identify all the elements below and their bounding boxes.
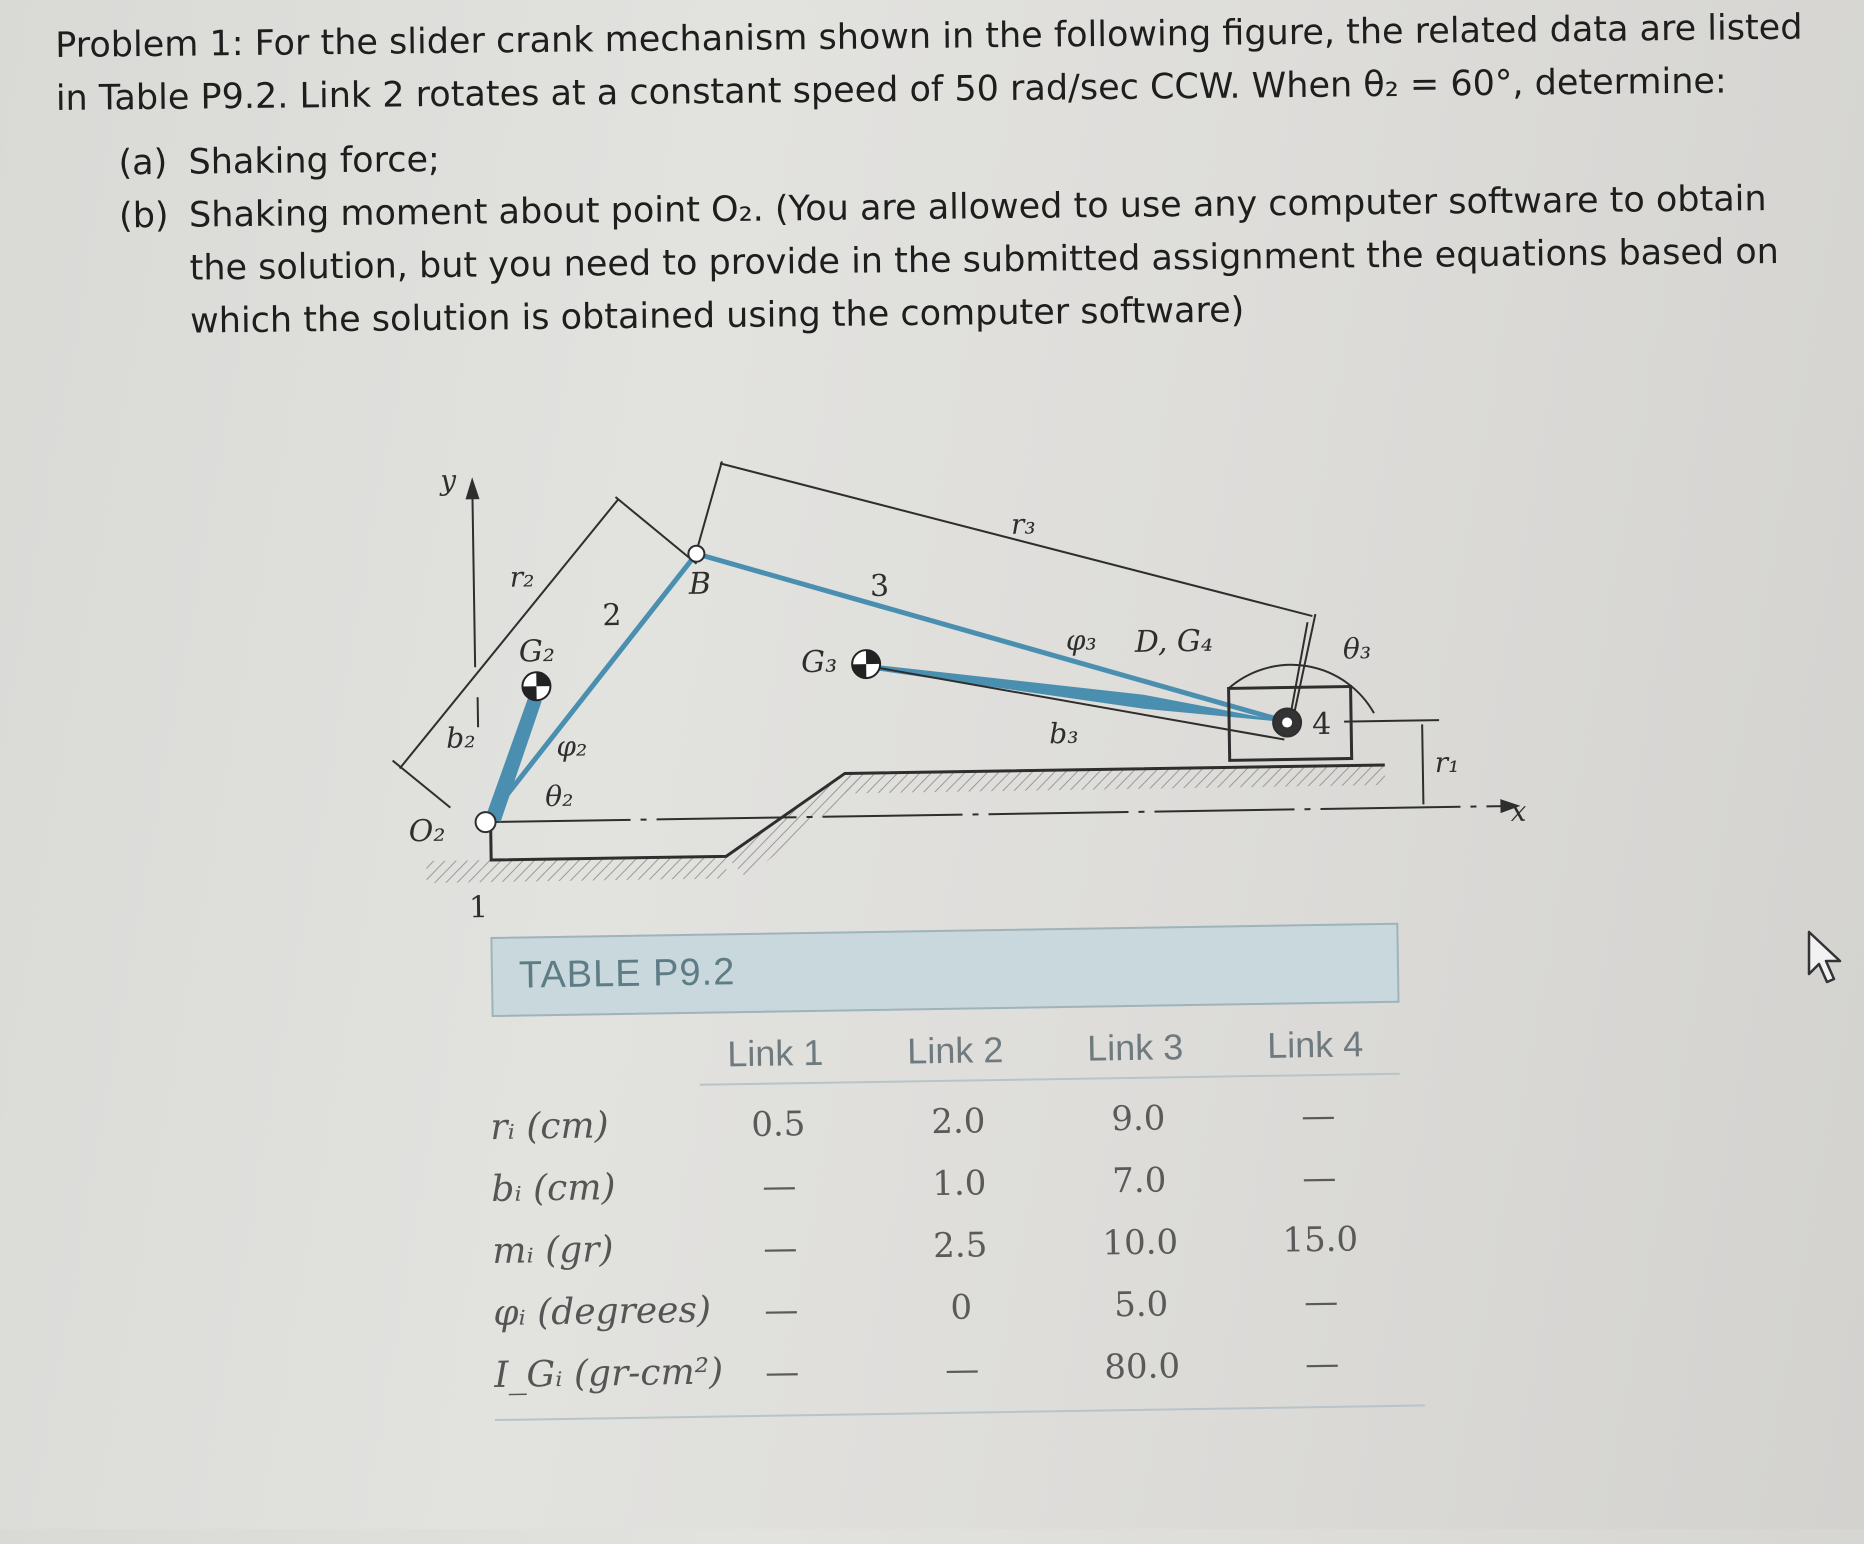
link-2-line [481,554,700,822]
o2-label: O₂ [408,814,445,850]
cell-ig-link3: 80.0 [1082,1346,1203,1388]
cell-phi-link3: 5.0 [1081,1284,1202,1326]
cell-phi-link4: — [1261,1281,1382,1323]
row-label-m: mᵢ (gr) [492,1229,614,1272]
g3-mass-center [852,650,880,678]
r2-dimension-line [396,499,623,768]
cell-m-link1: — [720,1228,841,1270]
y-axis-arrow [465,477,479,499]
table-title-box [490,923,1399,1017]
link-3-body [868,657,1289,729]
g2-label: G₂ [519,634,556,670]
g3-label: G₃ [801,645,838,681]
y-axis [472,487,475,667]
x-axis [491,806,1506,822]
r2-dimension-ext-2 [393,760,451,809]
cell-r-link1: 0.5 [718,1104,839,1146]
g2-mass-center [522,672,550,700]
o2-pivot [475,812,495,832]
b3-label: b₃ [1049,717,1079,750]
theta3-ref [1288,622,1310,722]
column-header-link-4: Link 4 [1267,1023,1364,1067]
b2-label: b₂ [446,721,476,754]
ground-hatch-left [426,856,726,883]
row-label-b: bᵢ (cm) [491,1167,616,1210]
r2-dimension-ext [615,496,696,565]
column-header-link-2: Link 2 [907,1029,1004,1073]
link-3-number: 3 [870,569,890,604]
cell-ig-link2: — [902,1349,1023,1391]
cell-r-link3: 9.0 [1078,1098,1199,1140]
phi3-label: φ₃ [1066,623,1097,656]
part-a-text: Shaking force; [188,120,1816,190]
cell-m-link3: 10.0 [1080,1222,1201,1264]
d-g4-label: D, G₄ [1134,624,1214,660]
row-label-r: rᵢ (cm) [490,1105,609,1148]
phi2-label: φ₂ [556,729,587,762]
cell-phi-link2: 0 [901,1287,1022,1329]
r1-ext [1344,720,1439,721]
cell-m-link2: 2.5 [900,1225,1021,1267]
column-header-link-1: Link 1 [727,1032,824,1076]
cell-ig-link4: — [1262,1343,1383,1385]
r3-label: r₃ [1011,507,1036,540]
r2-label: r₂ [509,560,534,593]
cell-b-link4: — [1259,1157,1380,1199]
cell-r-link2: 2.0 [898,1101,1019,1143]
r1-label: r₁ [1435,746,1460,779]
part-a-label: (a) [118,137,189,191]
link-1-number: 1 [469,890,489,925]
problem-intro: Problem 1: For the slider crank mechanism shown in the following figure, the related data are listed in Table P9.2. Link 2 rotates at a constant speed of 50 rad/sec CCW. When θ₂ = 60°, determine: [55,2,1816,126]
cell-ig-link1: — [722,1352,843,1394]
b-label: B [688,567,712,602]
cell-m-link4: 15.0 [1260,1219,1381,1261]
joint-b [688,546,704,562]
part-b-label: (b) [119,190,191,350]
row-label-phi: φᵢ (degrees) [493,1290,711,1334]
y-axis-label: y [438,464,458,497]
link-4-number: 4 [1312,707,1332,742]
cell-b-link3: 7.0 [1079,1160,1200,1202]
r3-dimension-ext [695,461,723,551]
theta3-label: θ₃ [1343,632,1372,665]
r1-dimension [1422,724,1423,804]
column-header-link-3: Link 3 [1087,1026,1184,1070]
part-b-text: Shaking moment about point O₂. (You are allowed to use any computer software to obtain the solution, but you need to provide in the submitted assignment the equations based on which the solution is obtained using the computer software) [189,173,1819,349]
x-axis-label: x [1510,795,1527,828]
cell-b-link1: — [719,1166,840,1208]
row-label-ig: I_Gᵢ (gr-cm²) [494,1351,724,1396]
cell-phi-link1: — [721,1290,842,1332]
table-title: TABLE P9.2 [519,951,736,997]
theta2-label: θ₂ [545,780,574,813]
cell-r-link4: — [1258,1095,1379,1137]
mouse-pointer-icon [1805,930,1845,990]
cell-b-link2: 1.0 [899,1163,1020,1205]
link-2-number: 2 [602,598,622,633]
